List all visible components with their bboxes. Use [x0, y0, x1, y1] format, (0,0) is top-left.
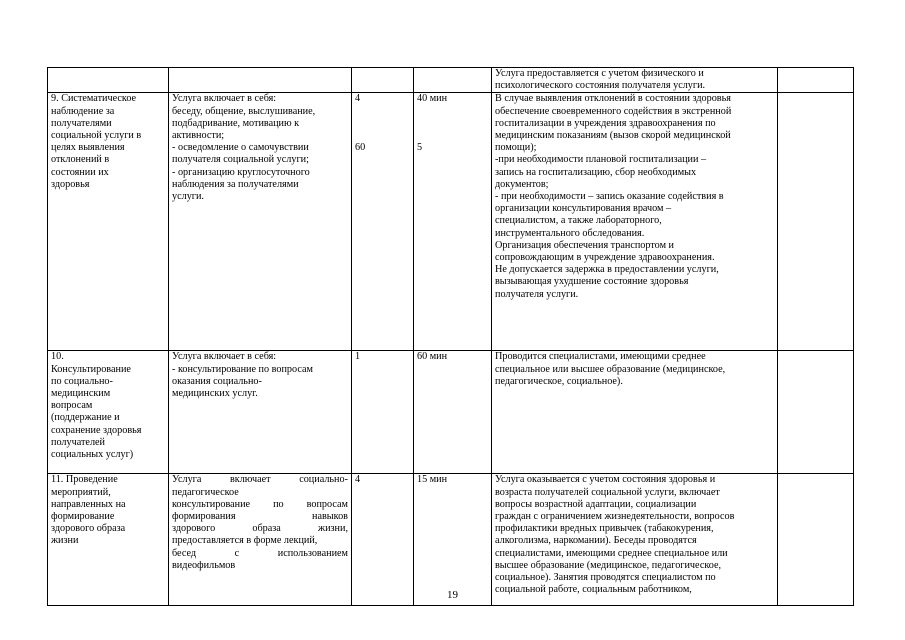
service-count-cell: 1 — [352, 351, 414, 474]
service-duration-cell: 60 мин — [414, 351, 492, 474]
service-count-cell — [352, 68, 414, 93]
empty-cell — [778, 474, 854, 606]
service-conditions-cell: В случае выявления отклонений в состоянии здоровья обеспечение своевременного содействия в экстренной госпитализации в учреждения здравоохранения по медицинским показаниям (вызов скорой медицинской помощи); -при необходимости плановой госпитализации – запись на госпитализацию, сбор необходимых документов; - при необходимости – запись оказание содействия в организации консультирования врачом – специалистом, а также лабораторного, инструментального обследования. Организация обеспечения транспортом и сопровождающим в учреждение здравоохранения. Не допускается задержка в предоставлении услуги, вызывающая ухудшение состояние здоровья получателя услуги. — [492, 93, 778, 351]
empty-cell — [778, 351, 854, 474]
service-description-cell: Услуга включает в себя: беседу, общение, выслушивание, подбадривание, мотивацию к активности; - осведомление о самочувствии получателя социальной услуги; - организацию круглосуточного наблюдения за получателями услуги. — [169, 93, 352, 351]
service-name-cell — [48, 68, 169, 93]
table-row — [48, 351, 854, 474]
service-name-cell: 10. Консультирование по социально- медицинским вопросам (поддержание и сохранение здоровья получателей социальных услуг) — [48, 351, 169, 474]
services-table — [47, 67, 854, 606]
empty-cell — [778, 68, 854, 93]
service-name-cell: 9. Систематическое наблюдение за получателями социальной услуги в целях выявления отклонений в состоянии их здоровья — [48, 93, 169, 351]
service-name-cell: 11. Проведение мероприятий, направленных на формирование здорового образа жизни — [48, 474, 169, 606]
service-count-cell: 4 60 — [352, 93, 414, 351]
table-row — [48, 474, 854, 606]
table-row — [48, 93, 854, 351]
service-count-cell: 4 — [352, 474, 414, 606]
service-conditions-cell: Услуга предоставляется с учетом физического и психологического состояния получателя услуги. — [492, 68, 778, 93]
service-conditions-cell: Услуга оказывается с учетом состояния здоровья и возраста получателей социальной услуги, включает вопросы возрастной адаптации, социализации граждан с ограничением жизнедеятельности, вопросов профилактики вредных привычек (табакокурения, алкоголизма, наркомании). Беседы проводятся специалистами, имеющими среднее специальное или высшее образование (медицинское, педагогическое, социальное). Занятия проводятся специалистом по социальной работе, социальным работником, — [492, 474, 778, 606]
service-description-cell — [169, 68, 352, 93]
service-conditions-cell: Проводится специалистами, имеющими среднее специальное или высшее образование (медицинское, педагогическое, социальное). — [492, 351, 778, 474]
service-description-cell: Услуга включает в себя: - консультирование по вопросам оказания социально- медицинских услуг. — [169, 351, 352, 474]
service-duration-cell — [414, 68, 492, 93]
service-duration-cell: 15 мин — [414, 474, 492, 606]
empty-cell — [778, 93, 854, 351]
service-description-cell: Услуга включает социально- педагогическое консультирование по вопросам формирования навыков здорового образа жизни, предоставляется в форме лекций, бесед с использованием видеофильмов — [169, 474, 352, 606]
service-duration-cell: 40 мин 5 — [414, 93, 492, 351]
table-row — [48, 68, 854, 93]
page-number: 19 — [447, 589, 458, 601]
